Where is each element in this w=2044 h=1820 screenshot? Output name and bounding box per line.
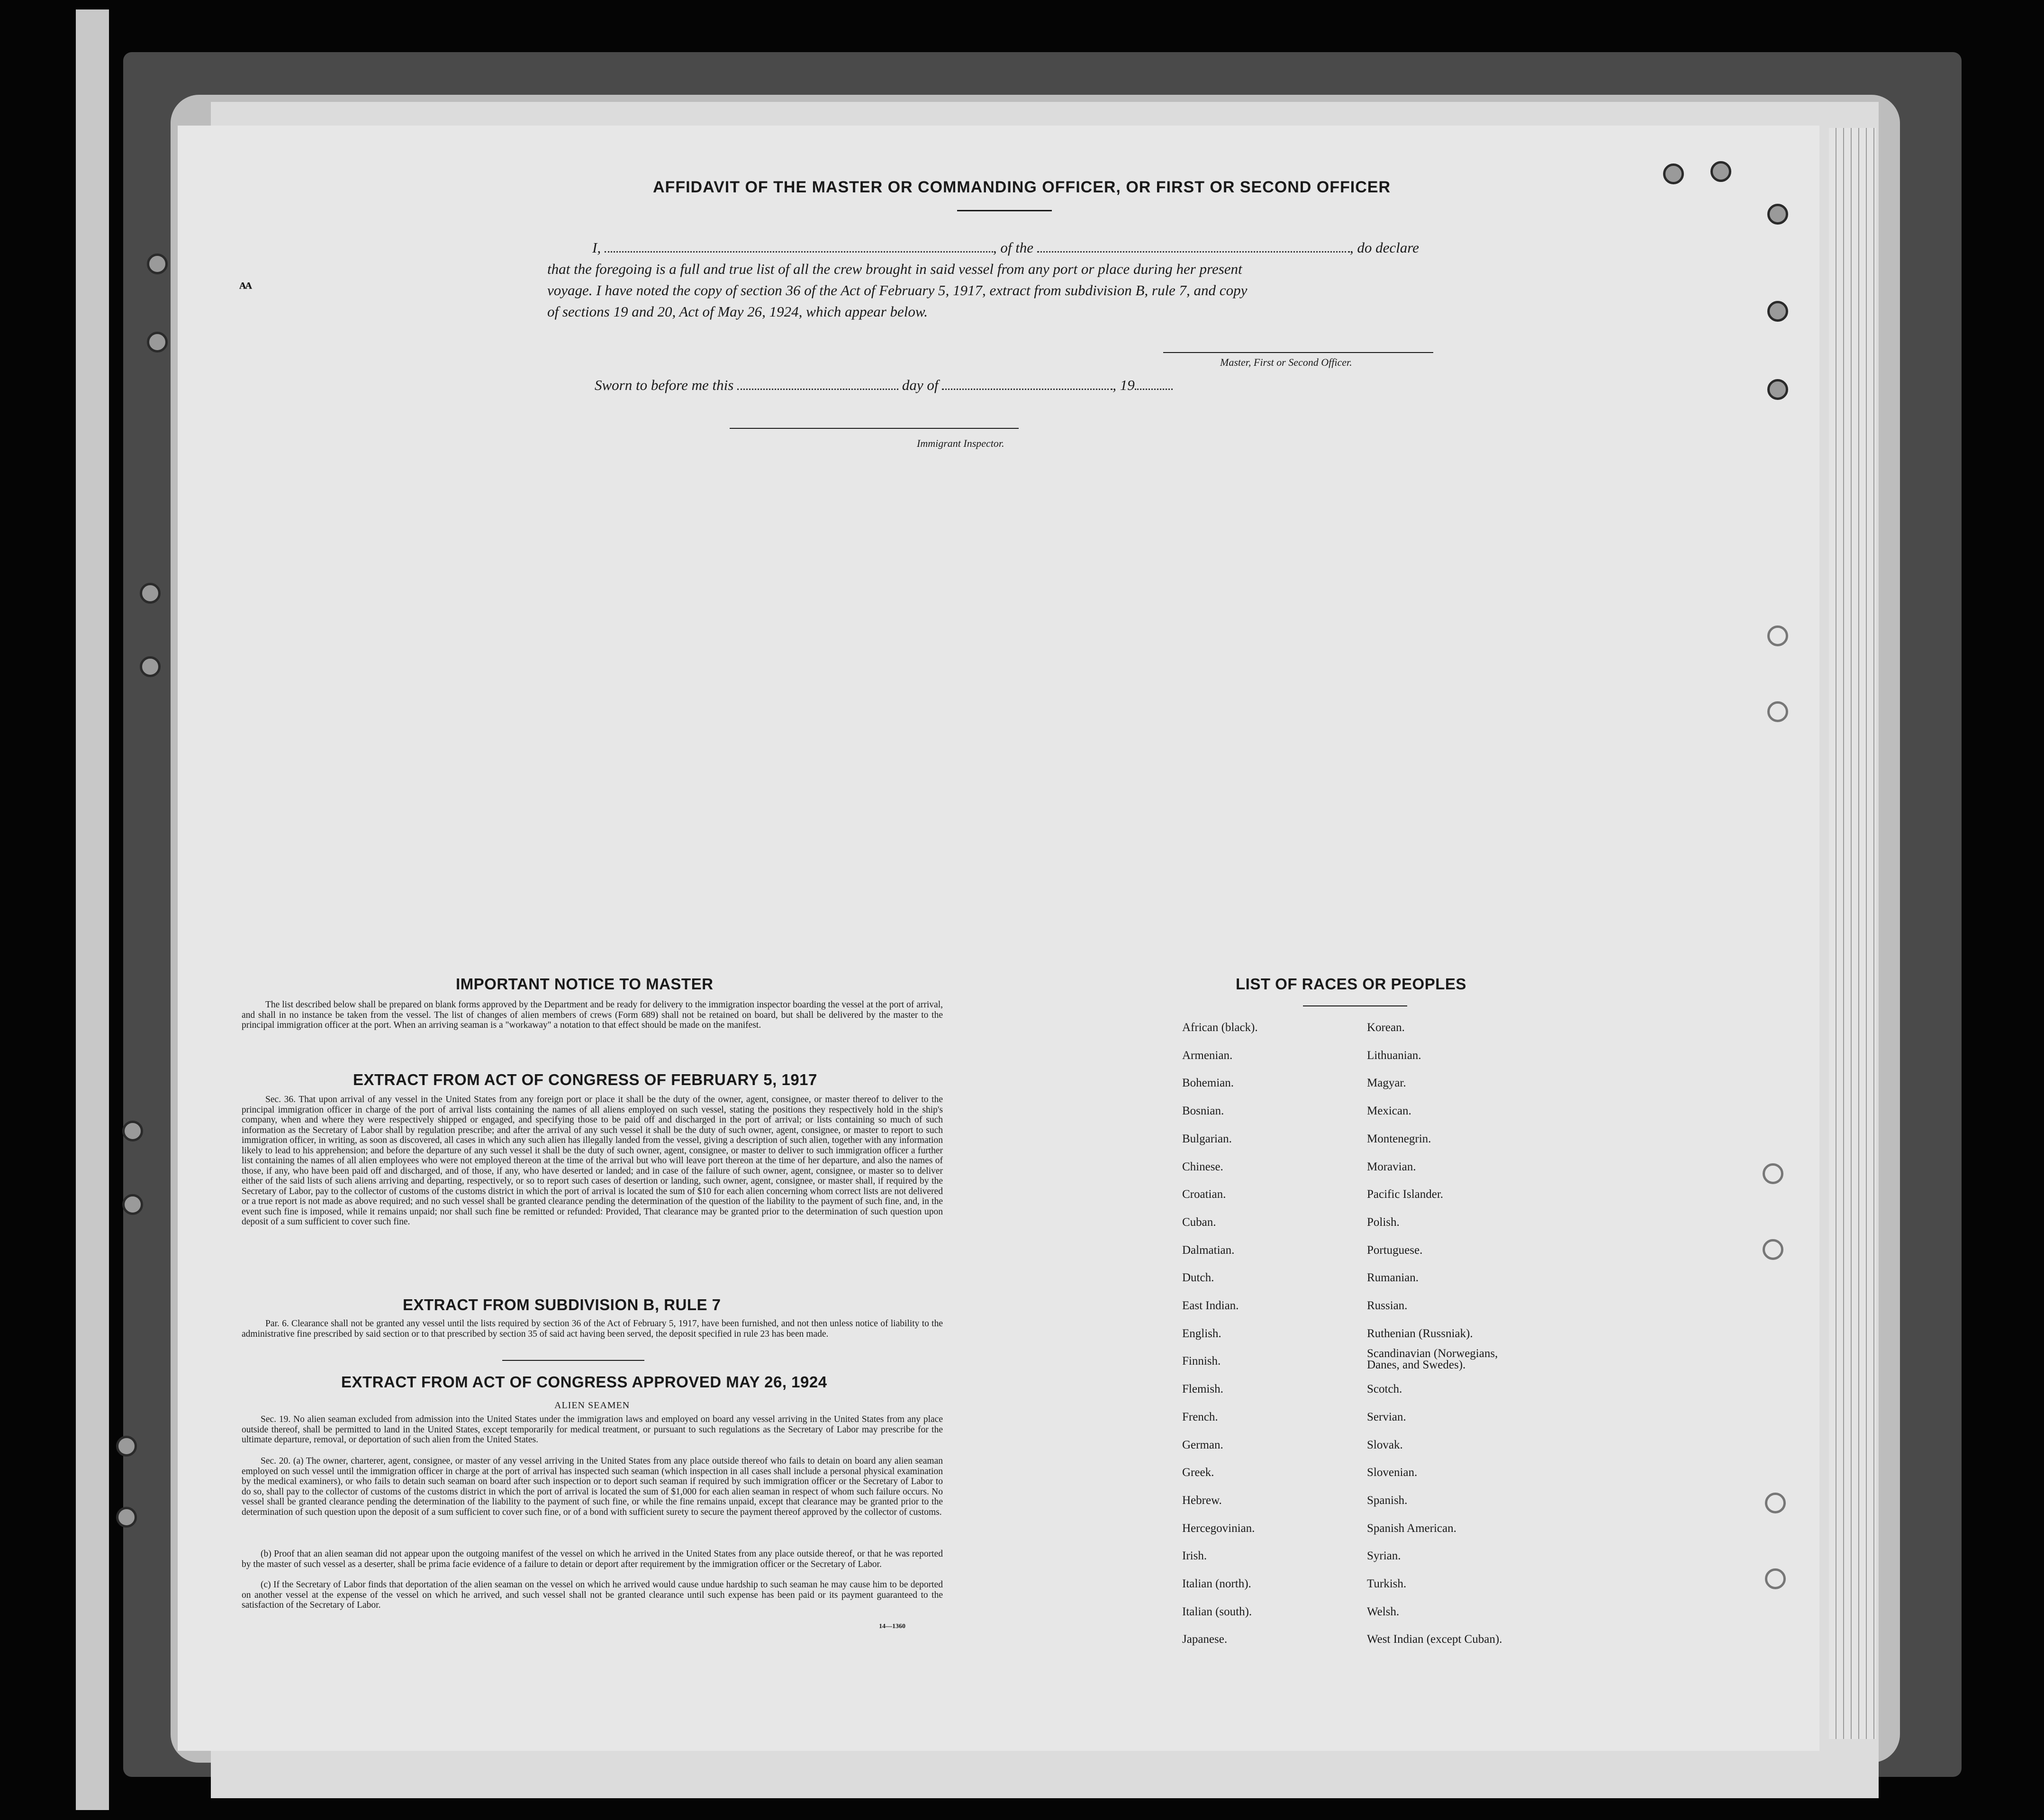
affidavit-of-the: , of the xyxy=(993,239,1034,256)
race-left-item: German. xyxy=(1182,1438,1223,1451)
inspector-caption: Immigrant Inspector. xyxy=(917,437,1004,449)
races-title-rule xyxy=(1303,1005,1407,1006)
binder-hole xyxy=(147,254,168,274)
race-right-item: Servian. xyxy=(1367,1410,1406,1423)
day-of-label: day of xyxy=(902,377,939,393)
race-right-item: Montenegrin. xyxy=(1367,1132,1431,1145)
race-right-item: Ruthenian (Russniak). xyxy=(1367,1327,1473,1340)
master-caption: Master, First or Second Officer. xyxy=(1220,356,1352,368)
race-right-item: Slovenian. xyxy=(1367,1466,1418,1479)
race-right-item: Spanish American. xyxy=(1367,1521,1456,1535)
race-right-item: Portuguese. xyxy=(1367,1243,1423,1257)
form-number: 14—1360 xyxy=(879,1623,905,1630)
affidavit-title: AFFIDAVIT OF THE MASTER OR COMMANDING OFFICER, OR FIRST OR SECOND OFFICER xyxy=(653,178,1391,196)
binder-hole xyxy=(1765,1568,1786,1589)
race-left-item: Croatian. xyxy=(1182,1188,1226,1201)
extract-1924-title: EXTRACT FROM ACT OF CONGRESS APPROVED MAY 26, 1924 xyxy=(341,1373,827,1391)
race-left-item: Hebrew. xyxy=(1182,1494,1222,1507)
margin-mark: ᴬᴬ xyxy=(239,280,252,297)
section-rule xyxy=(502,1360,644,1361)
title-rule xyxy=(957,210,1052,211)
rule7-text: Par. 6. Clearance shall not be granted any vessel until the lists required by section 36 of the Act of February 5, 1917, have been furnished, and not then unless notice of liability to the administrative fine prescribed by said section or to that prescribed by section 35 of said act having been served, the deposit specified in rule 23 has been made. xyxy=(242,1319,943,1339)
rule7-title: EXTRACT FROM SUBDIVISION B, RULE 7 xyxy=(403,1296,721,1313)
race-right-item: Korean. xyxy=(1367,1021,1405,1034)
race-left-item: Italian (north). xyxy=(1182,1577,1251,1590)
race-right-item: Syrian. xyxy=(1367,1549,1401,1563)
race-left-item: Flemish. xyxy=(1182,1383,1223,1396)
race-right-item: Moravian. xyxy=(1367,1160,1416,1173)
race-left-item: Finnish. xyxy=(1182,1355,1221,1368)
race-right-item: Lithuanian. xyxy=(1367,1049,1421,1062)
sworn-month-blank[interactable] xyxy=(942,380,1112,390)
race-right-item: West Indian (except Cuban). xyxy=(1367,1633,1502,1646)
affidavit-line-2: that the foregoing is a full and true list of all the crew brought in said vessel from any port or place during her present xyxy=(547,261,1242,277)
affidavit-i: I, xyxy=(592,239,601,256)
binder-hole xyxy=(1663,163,1684,184)
race-left-item: Cuban. xyxy=(1182,1215,1216,1229)
sec20b-text: (b) Proof that an alien seaman did not appear upon the outgoing manifest of the vessel on which he arrived in the United States from any place outside thereof, or that he was reported by the master of such vessel as a deserter, shall be prima facie evidence of a failure to detain or deport after requirement by the immigration officer or the Secretary of Labor. xyxy=(242,1549,943,1569)
sworn-label: Sworn to before me this xyxy=(595,377,734,393)
affidavit-line-4: of sections 19 and 20, Act of May 26, 1924, which appear below. xyxy=(547,303,928,320)
binder-hole xyxy=(140,583,161,604)
race-left-item: Bohemian. xyxy=(1182,1077,1234,1090)
affidavit-do-declare: , do declare xyxy=(1349,239,1419,256)
binder-hole xyxy=(1767,625,1788,646)
race-left-item: Hercegovinian. xyxy=(1182,1521,1255,1535)
sec20c-text: (c) If the Secretary of Labor finds that deportation of the alien seaman on the vessel on which he arrived would cause undue hardship to such seaman he may cause him to be deported on another vessel at the expense of the vessel on which he arrived, and such vessel shall not be granted clearance until such expense has been paid or its payment guaranteed to the satisfaction of the Secretary of Labor. xyxy=(242,1580,943,1610)
binder-hole xyxy=(1763,1239,1783,1260)
race-right-item: Magyar. xyxy=(1367,1077,1406,1090)
race-left-item: Armenian. xyxy=(1182,1049,1233,1062)
race-right-item: Welsh. xyxy=(1367,1605,1400,1618)
race-left-item: East Indian. xyxy=(1182,1299,1239,1312)
binder-hole xyxy=(1710,161,1731,182)
race-right-item: Slovak. xyxy=(1367,1438,1403,1451)
binder-hole xyxy=(116,1436,137,1457)
race-left-item: French. xyxy=(1182,1410,1218,1423)
affidavit-line-1 xyxy=(592,239,1419,256)
inspector-signature-line[interactable] xyxy=(730,428,1019,429)
binder-hole xyxy=(1767,379,1788,400)
binder-hole xyxy=(1763,1163,1783,1184)
binder-left-strip xyxy=(76,9,109,1810)
extract-1917-title: EXTRACT FROM ACT OF CONGRESS OF FEBRUARY 5, 1917 xyxy=(353,1071,817,1088)
sworn-line xyxy=(595,377,1173,394)
race-right-item: Scotch. xyxy=(1367,1383,1402,1396)
binder-hole xyxy=(1765,1493,1786,1513)
binder-hole xyxy=(116,1507,137,1528)
race-left-item: Irish. xyxy=(1182,1549,1207,1563)
race-right-item: Spanish. xyxy=(1367,1494,1408,1507)
master-signature-line[interactable] xyxy=(1163,352,1433,353)
underlying-page-ruled-edge xyxy=(1829,128,1876,1739)
race-right-item: Rumanian. xyxy=(1367,1271,1419,1285)
race-left-item: Chinese. xyxy=(1182,1160,1223,1173)
binder-hole xyxy=(140,656,161,677)
race-left-item: Dalmatian. xyxy=(1182,1243,1235,1257)
vessel-blank[interactable] xyxy=(1037,243,1350,253)
sworn-year-blank[interactable] xyxy=(1135,380,1173,390)
name-blank[interactable] xyxy=(605,243,993,253)
binder-hole xyxy=(1767,701,1788,722)
sec20a-text: Sec. 20. (a) The owner, charterer, agent, consignee, or master of any vessel arriving in the United States from any place outside thereof who fails to detain on board any alien seaman employed on such vessel until the immigration officer in charge at the port of arrival has inspected such seaman (which inspection in all cases shall include a personal physical examination by the medical examiners), or who fails to detain such seaman on board after such inspection or to deport such seaman if required by such immigration officer or the Secretary of Labor to do so, shall pay to the collector of customs of the customs district in which the port of arrival is located the sum of $1,000 for each alien seaman in respect of whom such failure occurs. No vessel shall be granted clearance pending the determination of the liability to the payment of such fine, or while the fine remains unpaid, except that clearance may be granted prior to the determination of such question upon the deposit of a sum sufficient to cover such fine, or of a bond with sufficient surety to secure the payment thereof approved by the collector of customs. xyxy=(242,1456,943,1517)
race-left-item: Japanese. xyxy=(1182,1633,1228,1646)
sworn-day-blank[interactable] xyxy=(737,380,898,390)
race-right-item: Turkish. xyxy=(1367,1577,1407,1590)
race-right-item: Mexican. xyxy=(1367,1105,1411,1118)
binder-hole xyxy=(147,332,168,353)
binder-hole xyxy=(1767,204,1788,225)
race-left-item: Dutch. xyxy=(1182,1271,1214,1285)
alien-seamen-subtitle: ALIEN SEAMEN xyxy=(554,1400,630,1411)
races-title: LIST OF RACES OR PEOPLES xyxy=(1236,975,1466,993)
race-left-item: English. xyxy=(1182,1327,1221,1340)
race-left-item: African (black). xyxy=(1182,1021,1258,1034)
race-right-item: Scandinavian (Norwegians, Danes, and Swedes). xyxy=(1367,1347,1498,1372)
year-label: , 19 xyxy=(1112,377,1135,393)
race-right-item: Polish. xyxy=(1367,1215,1400,1229)
extract-1917-text: Sec. 36. That upon arrival of any vessel in the United States from any foreign port or place it shall be the duty of the owner, agent, consignee, or master thereof to deliver to the principal immigration officer in charge of the port of arrival lists containing the names of all aliens employed on such vessel, stating the positions they respectively hold in the ship's company, when and where they were respectively shipped or engaged, and specifying those to be paid off and discharged in the port of arrival; or lists containing so much of such information as the Secretary of Labor shall by regulation prescribe; and after the arrival of any such vessel it shall be the duty of such owner, agent, consignee, or master to report to such immigration officer, in writing, as soon as discovered, all cases in which any such alien has illegally landed from the vessel, giving a description of such alien, together with any information likely to lead to his apprehension; and before the departure of any such vessel it shall be the duty of such owner, agent, consignee, or master to deliver to such immigration officer a further list containing the names of all alien employees who were not employed thereon at the time of the arrival but who will leave port thereon at the time of her departure, and also the names of those, if any, who have been paid off and discharged, and of those, if any, who have deserted or landed; and in case of the failure of such owner, agent, consignee, or master so to deliver either of the said lists of such aliens arriving and departing, respectively, or so to report such cases of desertion or landing, such owner, agent, consignee, or master shall, if required by the Secretary of Labor, pay to the collector of customs of the customs district in which the port of arrival is located the sum of $10 for each alien concerning whom correct lists are not delivered or a true report is not made as above required; and no such vessel shall be granted clearance pending the determination of the question of the liability to the payment of such fine, and, in the event such fine is imposed, while it remains unpaid; nor shall such fine be remitted or refunded: Provided, That clearance may be granted prior to the determination of such question upon deposit of a sum sufficient to cover such fine. xyxy=(242,1095,943,1227)
binder-hole xyxy=(122,1121,143,1141)
race-right-item: Russian. xyxy=(1367,1299,1408,1312)
notice-title: IMPORTANT NOTICE TO MASTER xyxy=(456,975,714,993)
race-left-item: Italian (south). xyxy=(1182,1605,1252,1618)
sec19-text: Sec. 19. No alien seaman excluded from admission into the United States under the immigration laws and employed on board any vessel arriving in the United States from any place outside thereof, shall be permitted to land in the United States, except temporarily for medical treatment, or pursuant to such regulations as the Secretary of Labor may prescribe for the ultimate departure, removal, or deportation of such alien from the United States. xyxy=(242,1414,943,1445)
affidavit-line-3: voyage. I have noted the copy of section 36 of the Act of February 5, 1917, extract from subdivision B, rule 7, and copy xyxy=(547,282,1248,299)
notice-text: The list described below shall be prepared on blank forms approved by the Department and be ready for delivery to the immigration inspector boarding the vessel at the port of arrival, and shall in no instance be taken from the vessel. The list of changes of alien members of crews (Form 689) shall not be retained on board, but shall be delivered by the master to the principal immigration officer at the port. When an arriving seaman is a "workaway" a notation to that effect should be made on the manifest. xyxy=(242,1000,943,1030)
race-left-item: Bulgarian. xyxy=(1182,1132,1232,1145)
binder-hole xyxy=(1767,301,1788,322)
race-left-item: Greek. xyxy=(1182,1466,1214,1479)
race-right-item: Pacific Islander. xyxy=(1367,1188,1444,1201)
race-left-item: Bosnian. xyxy=(1182,1105,1224,1118)
binder-hole xyxy=(122,1194,143,1215)
